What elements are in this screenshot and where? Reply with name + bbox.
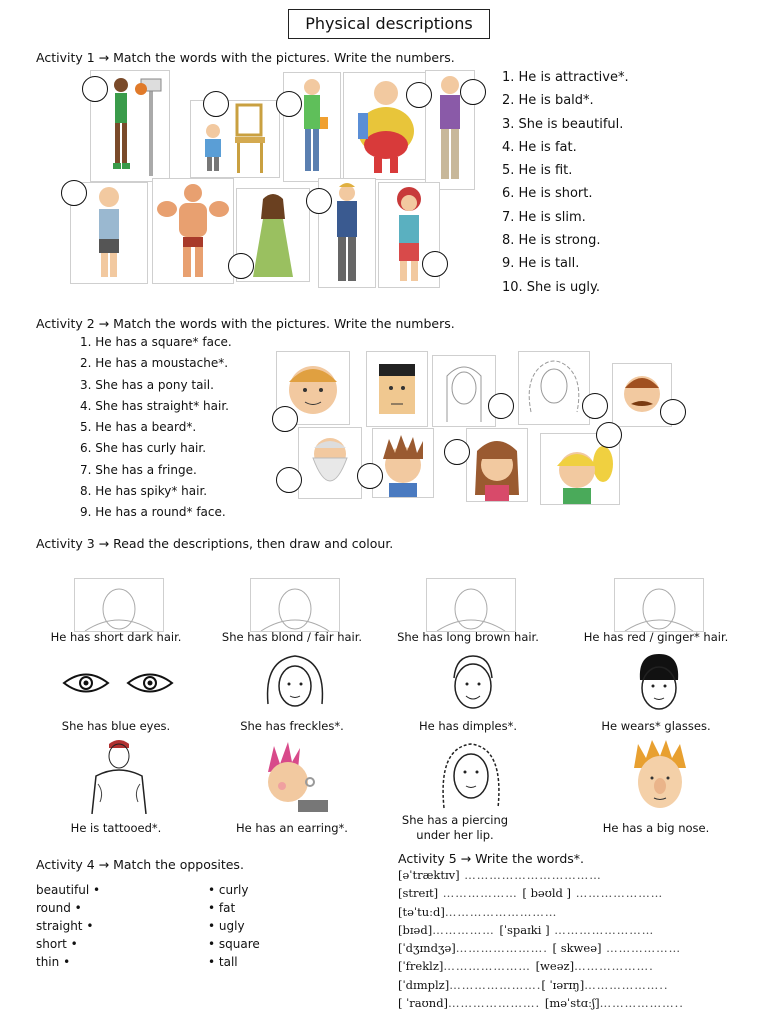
answer-circle[interactable] xyxy=(460,79,486,105)
answer-circle[interactable] xyxy=(357,463,383,489)
list-item[interactable]: short • xyxy=(36,937,78,951)
answer-circle[interactable] xyxy=(203,91,229,117)
activity-1-word-list xyxy=(502,66,629,299)
phonetic-line[interactable]: [streɪt] ……………… [ bəʊld ] ………………… xyxy=(398,886,664,901)
answer-circle[interactable] xyxy=(596,422,622,448)
list-item: 9. He has a round* face. xyxy=(80,505,226,520)
activity-1-instruction: Activity 1 → Match the words with the pictures. Write the numbers. xyxy=(36,50,455,65)
caption: He has a big nose. xyxy=(602,821,710,835)
list-item: 9. He is tall. xyxy=(502,256,580,272)
phonetic-line[interactable]: [ˈdʒɪndʒə]…………………. [ skweə] ……………… xyxy=(398,941,682,956)
caption: He has an earring*. xyxy=(236,821,348,835)
phonetic-line[interactable]: [ˈfreklz]………………… [weəz]………………. xyxy=(398,959,654,974)
answer-circle[interactable] xyxy=(82,76,108,102)
eyes-outline xyxy=(62,668,176,698)
activity-4-instruction: Activity 4 → Match the opposites. xyxy=(36,857,244,872)
list-item: 6. He is short. xyxy=(502,186,593,202)
activity-2-instruction: Activity 2 → Match the words with the pictures. Write the numbers. xyxy=(36,316,455,331)
caption: She has freckles*. xyxy=(240,719,344,733)
caption: He has dimples*. xyxy=(418,719,518,733)
answer-circle[interactable] xyxy=(228,253,254,279)
list-item[interactable]: • square xyxy=(208,937,260,951)
phonetic-line[interactable]: [ ˈraʊnd]…………………. [məˈstɑːʃ]……………….. xyxy=(398,996,684,1011)
list-item[interactable]: round • xyxy=(36,901,82,915)
straight-hair-outline-illustration xyxy=(432,355,496,427)
list-item[interactable]: straight • xyxy=(36,919,94,933)
tattooed-man-outline xyxy=(84,736,154,814)
list-item: 1. He has a square* face. xyxy=(80,335,232,349)
phonetic-line[interactable]: [bɪəd]…………… [ˈspaɪki ] …………………… xyxy=(398,922,655,937)
caption: She has a piercing under her lip. xyxy=(401,813,509,842)
caption: He has red / ginger* hair. xyxy=(583,630,729,644)
answer-circle[interactable] xyxy=(422,251,448,277)
list-item: 5. He is fit. xyxy=(502,163,573,179)
caption: He wears* glasses. xyxy=(601,719,711,733)
glasses-boy-outline xyxy=(632,650,686,718)
curly-hair-outline-illustration xyxy=(518,351,590,425)
answer-circle[interactable] xyxy=(406,82,432,108)
list-item: 1. He is attractive*. xyxy=(502,70,629,85)
opposites-right-column xyxy=(208,881,260,971)
caption: He has short dark hair. xyxy=(50,630,182,644)
list-item: 10. She is ugly. xyxy=(502,279,601,295)
blank-face-outline xyxy=(426,578,516,632)
big-nose-boy-illustration xyxy=(628,738,692,814)
activity-2-word-list xyxy=(80,332,232,524)
caption: She has blond / fair hair. xyxy=(221,630,363,644)
bearded-man-illustration xyxy=(298,427,362,499)
list-item: 4. She has straight* hair. xyxy=(80,398,229,413)
caption: She has blue eyes. xyxy=(61,719,171,733)
answer-circle[interactable] xyxy=(61,180,87,206)
caption: He is tattooed*. xyxy=(70,821,162,835)
square-face-man-illustration xyxy=(366,351,428,427)
spiky-hair-boy-illustration xyxy=(372,428,434,498)
phonetic-line[interactable]: [ˈdɪmplz]………………….[ ˈɪərɪŋ]……………….. xyxy=(398,977,669,992)
freckles-girl-outline xyxy=(262,650,328,718)
list-item: 2. He is bald*. xyxy=(502,93,594,109)
list-item: 5. He has a beard*. xyxy=(80,420,197,435)
list-item[interactable]: thin • xyxy=(36,955,71,969)
answer-circle[interactable] xyxy=(276,467,302,493)
activity-5-instruction: Activity 5 → Write the words*. xyxy=(398,851,585,866)
list-item[interactable]: • fat xyxy=(208,901,236,915)
list-item: 7. She has a fringe. xyxy=(80,462,197,477)
phonetic-line[interactable]: [əˈtræktɪv] …………………………… xyxy=(398,868,602,882)
answer-circle[interactable] xyxy=(276,91,302,117)
answer-circle[interactable] xyxy=(272,406,298,432)
answer-circle[interactable] xyxy=(306,188,332,214)
blank-face-outline xyxy=(74,578,164,632)
list-item[interactable]: • curly xyxy=(208,883,249,897)
phonetic-line[interactable]: [təˈtuːd]……………………… xyxy=(398,904,558,919)
list-item: 3. She is beautiful. xyxy=(502,116,624,132)
slim-man-illustration xyxy=(283,72,341,182)
strong-man-illustration xyxy=(152,178,234,284)
short-man-and-chair-illustration xyxy=(190,100,280,178)
answer-circle[interactable] xyxy=(582,393,608,419)
activity-3-instruction: Activity 3 → Read the descriptions, then draw and colour. xyxy=(36,536,394,551)
list-item: 7. He is slim. xyxy=(502,209,586,225)
answer-circle[interactable] xyxy=(444,439,470,465)
earring-boy-illustration xyxy=(258,742,338,812)
page-title: Physical descriptions xyxy=(288,9,490,39)
list-item: 6. She has curly hair. xyxy=(80,441,207,456)
list-item: 8. He has spiky* hair. xyxy=(80,484,208,499)
fringe-girl-illustration xyxy=(466,428,528,502)
answer-circle[interactable] xyxy=(488,393,514,419)
list-item[interactable]: • tall xyxy=(208,955,238,969)
list-item: 3. She has a pony tail. xyxy=(80,377,214,392)
phonetics-list xyxy=(398,866,684,1012)
list-item[interactable]: • ugly xyxy=(208,919,245,933)
blank-face-outline xyxy=(614,578,704,632)
list-item: 4. He is fat. xyxy=(502,139,577,155)
answer-circle[interactable] xyxy=(660,399,686,425)
piercing-girl-outline xyxy=(438,738,504,814)
list-item: 8. He is strong. xyxy=(502,233,601,249)
list-item: 2. He has a moustache*. xyxy=(80,356,229,371)
list-item[interactable]: beautiful • xyxy=(36,883,101,897)
caption: She has long brown hair. xyxy=(397,630,539,644)
dimples-boy-outline xyxy=(446,650,500,718)
blank-face-outline xyxy=(250,578,340,632)
opposites-left-column xyxy=(36,881,100,971)
